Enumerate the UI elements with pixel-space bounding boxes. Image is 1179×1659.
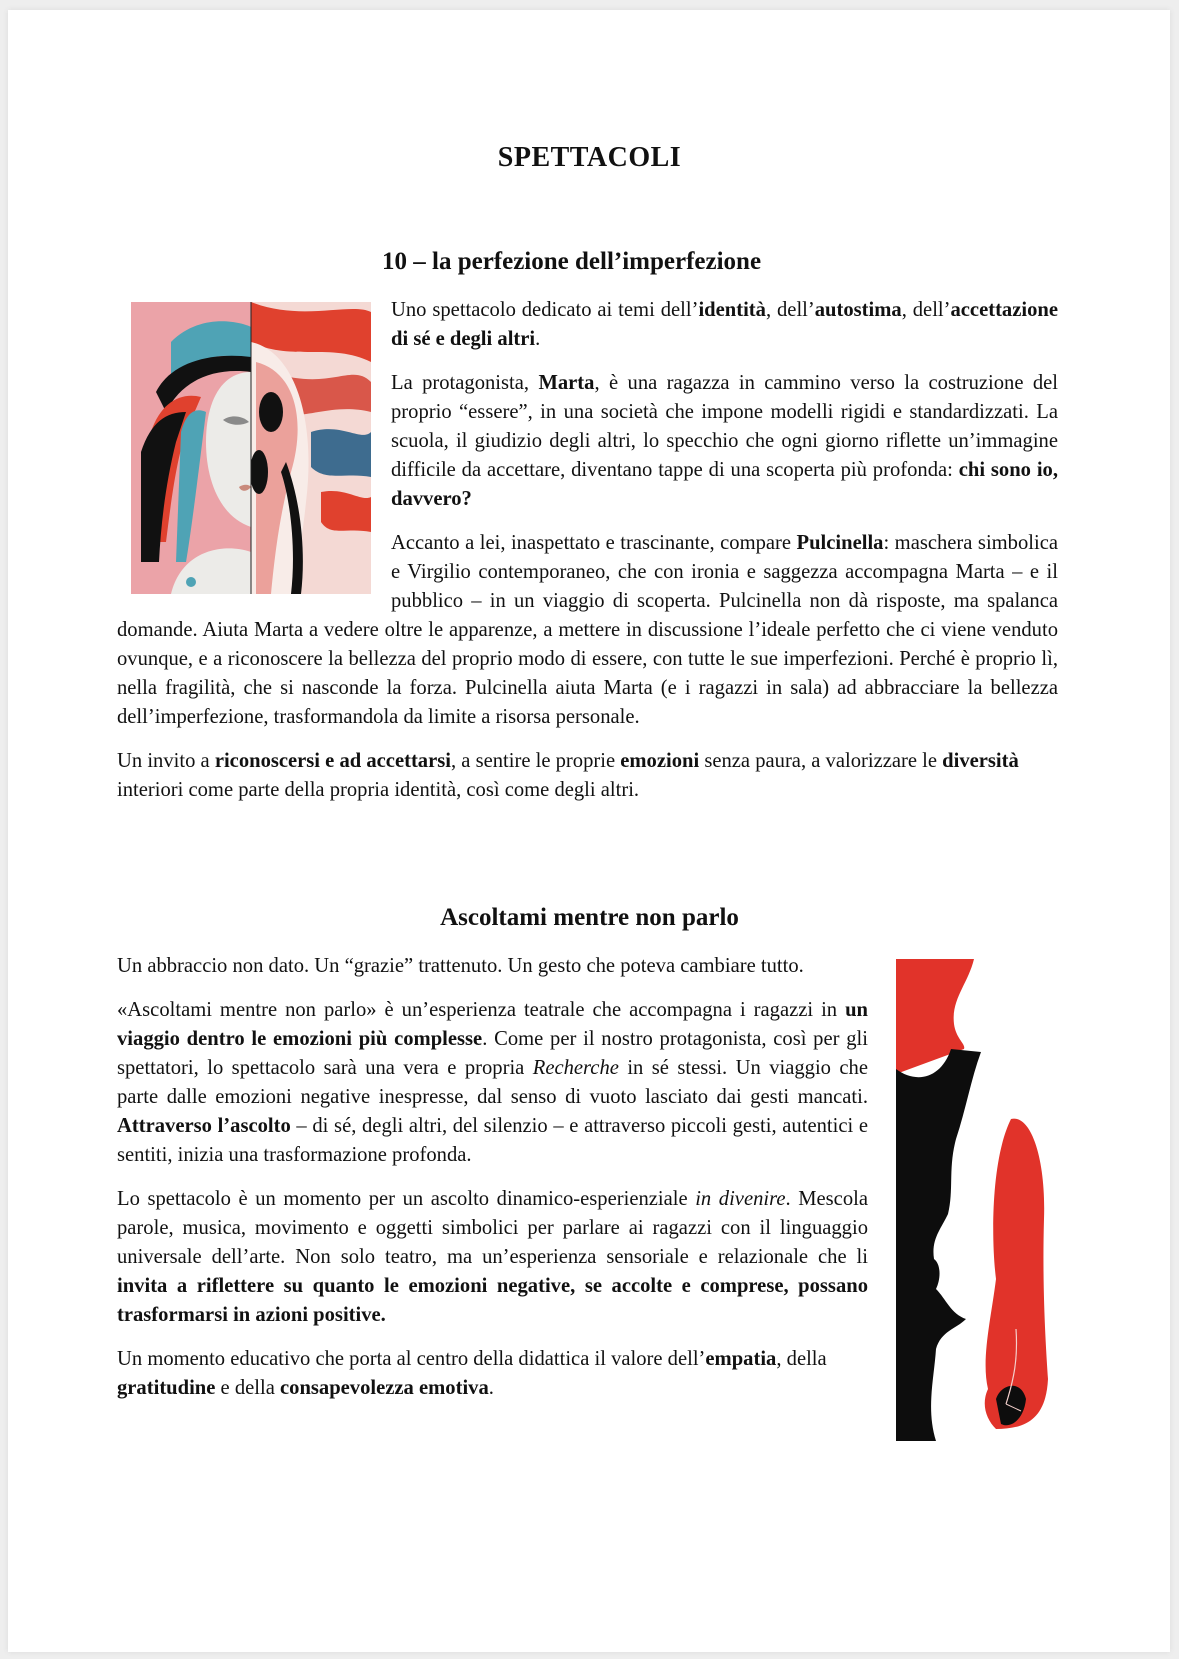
paragraph — [117, 747, 1058, 805]
bold-text: Pulcinella — [796, 532, 884, 554]
bold-text: Attraverso l’ascolto — [117, 1115, 291, 1137]
text-run: e della — [215, 1377, 281, 1399]
text-run: Uno spettacolo dedicato ai temi dell’ — [391, 299, 699, 321]
text-run: interiori come parte della propria identità, così come degli altri. — [117, 779, 640, 801]
italic-text: Recherche — [532, 1057, 619, 1079]
paragraph — [117, 952, 868, 981]
section-heading-perfezione: 10 – la perfezione dell’imperfezione — [382, 248, 762, 275]
text-run: , dell’ — [765, 299, 815, 321]
italic-text: in divenire — [695, 1188, 786, 1210]
text-run: , della — [776, 1348, 827, 1370]
text-run: . Come per il nostro protagonista, così per gli spettatori, lo spettacolo sarà una vera e propria — [117, 1028, 868, 1079]
section-heading-ascoltami-text: Ascoltami mentre non parlo — [440, 904, 739, 931]
text-run: – di sé, degli altri, del silenzio – e attraverso piccoli gesti, autentici e sentiti, inizia una trasformazione profonda. — [117, 1115, 868, 1166]
bold-text: Marta — [538, 372, 595, 394]
bold-text: identità — [698, 299, 766, 321]
text-run: . — [488, 1377, 494, 1399]
text-run: senza paura, a valorizzare le — [699, 750, 943, 772]
artwork-image — [131, 302, 371, 594]
text-run: Un invito a — [117, 750, 215, 772]
text-run: . — [535, 328, 541, 350]
section-perfezione — [117, 296, 1058, 820]
bold-text: diversità — [942, 750, 1019, 772]
text-run: La protagonista, — [391, 372, 539, 394]
text-run: Un abbraccio non dato. Un “grazie” trattenuto. Un gesto che poteva cambiare tutto. — [117, 955, 804, 977]
text-run: Accanto a lei, inaspettato e trascinante, compare — [391, 532, 797, 554]
text-run: Lo spettacolo è un momento per un ascolto dinamico-esperienziale — [117, 1188, 696, 1210]
bold-text: empatia — [705, 1348, 777, 1370]
bold-text: accettazione di sé e degli altri — [391, 299, 1058, 350]
bold-text: chi sono io, davvero? — [391, 459, 1058, 510]
bold-text: un viaggio dentro le emozioni più complesse — [117, 999, 868, 1050]
text-run: in sé stessi. Un viaggio che parte dalle emozioni negative inespresse, dal senso di vuoto lasciato dai gesti mancati. — [117, 1057, 868, 1108]
silhouette-image — [896, 959, 1066, 1441]
text-run: , è una ragazza in cammino verso la costruzione del proprio “essere”, in una società che impone modelli rigidi e standardizzati. La scuola, il giudizio degli altri, lo specchio che ogni giorno riflette un’immagine difficile da accettare, diventano tappe di una scoperta più profonda: — [391, 372, 1058, 481]
paragraph — [117, 1185, 868, 1330]
text-run: . Mescola parole, musica, movimento e oggetti simbolici per parlare ai ragazzi con il linguaggio universale dell’arte. Non solo teatro, ma un’esperienza sensoriale e relazionale che li — [117, 1188, 868, 1268]
bold-text: consapevolezza emotiva — [280, 1377, 489, 1399]
text-run: «Ascoltami mentre non parlo» è un’esperienza teatrale che accompagna i ragazzi in — [117, 999, 846, 1021]
text-run: , dell’ — [901, 299, 951, 321]
bold-text: riconoscersi e ad accettarsi — [214, 750, 451, 772]
paragraph — [117, 1345, 868, 1403]
section-heading-ascoltami — [0, 904, 1179, 932]
bold-text: emozioni — [620, 750, 700, 772]
section-ascoltami — [117, 952, 868, 1418]
bold-text: invita a riflettere su quanto le emozioni negative, se accolte e comprese, possano trasformarsi in azioni positive. — [117, 1275, 868, 1326]
paragraph — [117, 996, 868, 1170]
text-run: , a sentire le proprie — [450, 750, 621, 772]
bold-text: gratitudine — [117, 1377, 216, 1399]
text-run: : maschera simbolica e Virgilio contemporaneo, che con ironia e saggezza accompagna Marta – e il pubblico – in un viaggio di scoperta. Pulcinella non dà risposte, ma spalanca domande. Aiuta Marta a vedere oltre le apparenze, a mettere in discussione l’ideale perfetto che ci viene venduto ovunque, e a riconoscere la bellezza del proprio modo di essere, con tutte le sue imperfezioni. Perché è proprio lì, nella fragilità, che si nasconde la forza. Pulcinella aiuta Marta (e i ragazzi in sala) ad abbracciare la bellezza dell’imperfezione, trasformandola da limite a risorsa personale. — [117, 532, 1058, 728]
page-title: SPETTACOLI — [497, 142, 682, 173]
text-run: Un momento educativo che porta al centro della didattica il valore dell’ — [117, 1348, 706, 1370]
bold-text: autostima — [814, 299, 902, 321]
